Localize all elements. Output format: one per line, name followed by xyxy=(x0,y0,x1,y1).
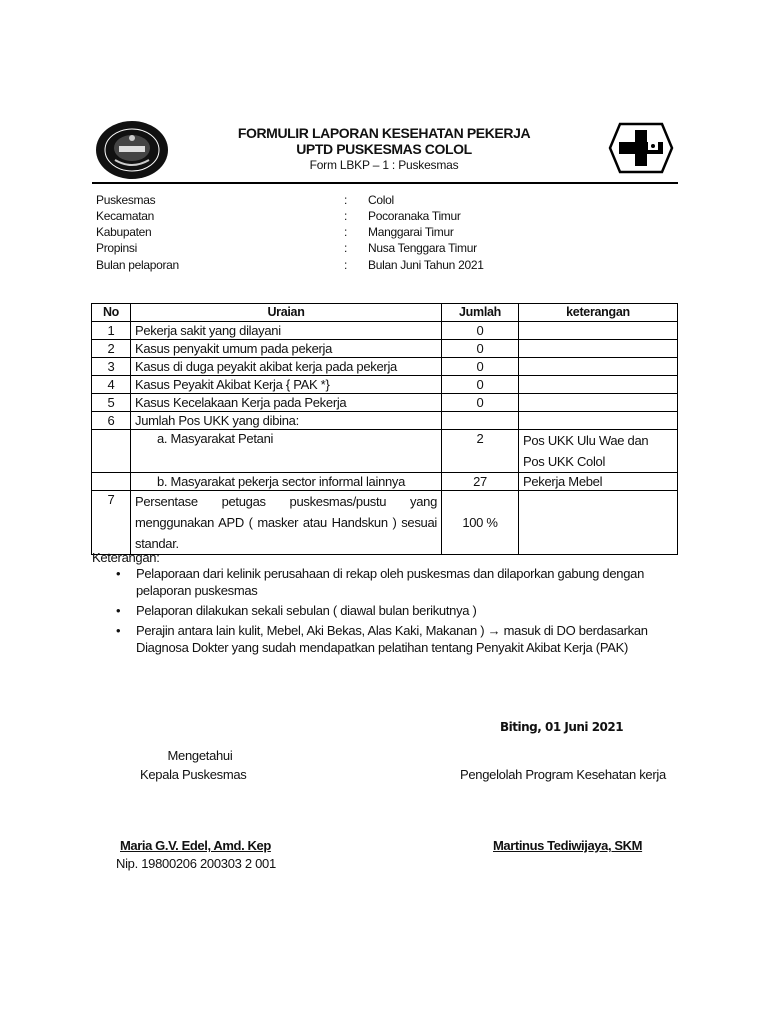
row-uraian: Kasus Peyakit Akibat Kerja { PAK *} xyxy=(131,376,442,394)
row-no: 6 xyxy=(92,412,131,430)
signature-right-name: Martinus Tediwijaya, SKM xyxy=(493,838,643,853)
row-uraian: Jumlah Pos UKK yang dibina: xyxy=(131,412,442,430)
header-jumlah: Jumlah xyxy=(442,304,519,322)
row-jumlah: 2 xyxy=(442,430,519,473)
row-no: 3 xyxy=(92,358,131,376)
info-colon: : xyxy=(344,241,348,255)
info-colon: : xyxy=(344,225,348,239)
info-colon: : xyxy=(344,258,348,272)
signature-left-title1: Mengetahui xyxy=(167,748,233,763)
info-label: Kabupaten xyxy=(96,225,152,239)
row-jumlah: 0 xyxy=(442,322,519,340)
row-uraian: a. Masyarakat Petani xyxy=(131,430,442,473)
row-no: 7 xyxy=(92,491,131,555)
table-row xyxy=(92,358,678,376)
table-row xyxy=(92,430,678,473)
info-row-puskesmas xyxy=(96,193,656,209)
header-divider xyxy=(92,182,678,184)
row-no: 1 xyxy=(92,322,131,340)
list-item xyxy=(116,622,696,656)
table-row xyxy=(92,322,678,340)
row-keterangan xyxy=(519,322,678,340)
list-item xyxy=(116,602,696,619)
table-header-row xyxy=(92,304,678,322)
row-uraian: Pekerja sakit yang dilayani xyxy=(131,322,442,340)
table-row xyxy=(92,376,678,394)
row-keterangan xyxy=(519,491,678,555)
row-jumlah: 0 xyxy=(442,340,519,358)
info-label: Propinsi xyxy=(96,241,137,255)
row-no xyxy=(92,430,131,473)
row-keterangan xyxy=(519,394,678,412)
info-label: Bulan pelaporan xyxy=(96,258,179,272)
table-row xyxy=(92,340,678,358)
header-keterangan: keterangan xyxy=(519,304,678,322)
list-item xyxy=(116,565,696,599)
row-no: 2 xyxy=(92,340,131,358)
table-row xyxy=(92,412,678,430)
row-jumlah xyxy=(442,412,519,430)
note-text: Pelaporan dilakukan sekali sebulan ( diawal bulan berikutnya ) xyxy=(136,603,477,618)
info-value: Pocoranaka Timur xyxy=(368,209,461,223)
info-colon: : xyxy=(344,209,348,223)
row-no: 4 xyxy=(92,376,131,394)
note-text: Pelaporaan dari kelinik perusahaan di rekap oleh puskesmas dan dilaporkan gabung dengan pelaporan puskesmas xyxy=(136,566,644,598)
row-uraian: b. Masyarakat pekerja sector informal lainnya xyxy=(131,473,442,491)
puskesmas-title: UPTD PUSKESMAS COLOL xyxy=(296,141,472,157)
table-row xyxy=(92,394,678,412)
row-keterangan: Pekerja Mebel xyxy=(519,473,678,491)
bullet-icon: • xyxy=(116,566,121,581)
info-row-kecamatan xyxy=(96,209,656,225)
row-jumlah: 27 xyxy=(442,473,519,491)
row-jumlah: 0 xyxy=(442,376,519,394)
row-uraian: Persentase petugas puskesmas/pustu yang menggunakan APD ( masker atau Handskun ) sesuai standar. xyxy=(131,491,442,555)
info-value: Manggarai Timur xyxy=(368,225,454,239)
row-uraian: Kasus penyakit umum pada pekerja xyxy=(131,340,442,358)
bullet-icon: • xyxy=(116,603,121,618)
form-code: Form LBKP – 1 : Puskesmas xyxy=(309,158,459,172)
table-row xyxy=(92,491,678,555)
row-keterangan xyxy=(519,340,678,358)
row-no xyxy=(92,473,131,491)
row-no: 5 xyxy=(92,394,131,412)
info-label: Puskesmas xyxy=(96,193,156,207)
row-jumlah: 100 % xyxy=(442,491,519,555)
table-row xyxy=(92,473,678,491)
row-jumlah: 0 xyxy=(442,394,519,412)
row-keterangan xyxy=(519,376,678,394)
info-colon: : xyxy=(344,193,348,207)
signature-left-title2: Kepala Puskesmas xyxy=(140,767,247,782)
bullet-icon: • xyxy=(116,623,121,638)
row-keterangan xyxy=(519,358,678,376)
row-uraian: Kasus Kecelakaan Kerja pada Pekerja xyxy=(131,394,442,412)
notes-list xyxy=(96,565,696,659)
place-date: Biting, 01 Juni 2021 xyxy=(500,720,624,734)
row-uraian: Kasus di duga peyakit akibat kerja pada pekerja xyxy=(131,358,442,376)
form-title: FORMULIR LAPORAN KESEHATAN PEKERJA xyxy=(237,125,531,141)
info-value: Nusa Tenggara Timur xyxy=(368,241,477,255)
note-text: Perajin antara lain kulit, Mebel, Aki Bekas, Alas Kaki, Makanan ) → masuk di DO berdasarkan Diagnosa Dokter yang sudah mendapatkan pelatihan tentang Penyakit Akibat Kerja (PAK) xyxy=(136,623,648,655)
header-no: No xyxy=(92,304,131,322)
row-keterangan xyxy=(519,412,678,430)
info-label: Kecamatan xyxy=(96,209,155,223)
row-jumlah: 0 xyxy=(442,358,519,376)
signature-left-nip: Nip. 19800206 200303 2 001 xyxy=(116,856,276,871)
info-row-kabupaten xyxy=(96,225,656,241)
signature-right-title: Pengelolah Program Kesehatan kerja xyxy=(460,767,666,782)
signature-left-name: Maria G.V. Edel, Amd. Kep xyxy=(120,838,271,853)
notes-title: Keterangan: xyxy=(92,550,160,565)
info-value: Bulan Juni Tahun 2021 xyxy=(368,258,484,272)
info-row-bulan xyxy=(96,258,656,274)
header-uraian: Uraian xyxy=(131,304,442,322)
info-row-propinsi xyxy=(96,241,656,257)
report-table xyxy=(91,303,678,555)
row-keterangan: Pos UKK Ulu Wae dan Pos UKK Colol xyxy=(519,430,678,473)
info-value: Colol xyxy=(368,193,394,207)
